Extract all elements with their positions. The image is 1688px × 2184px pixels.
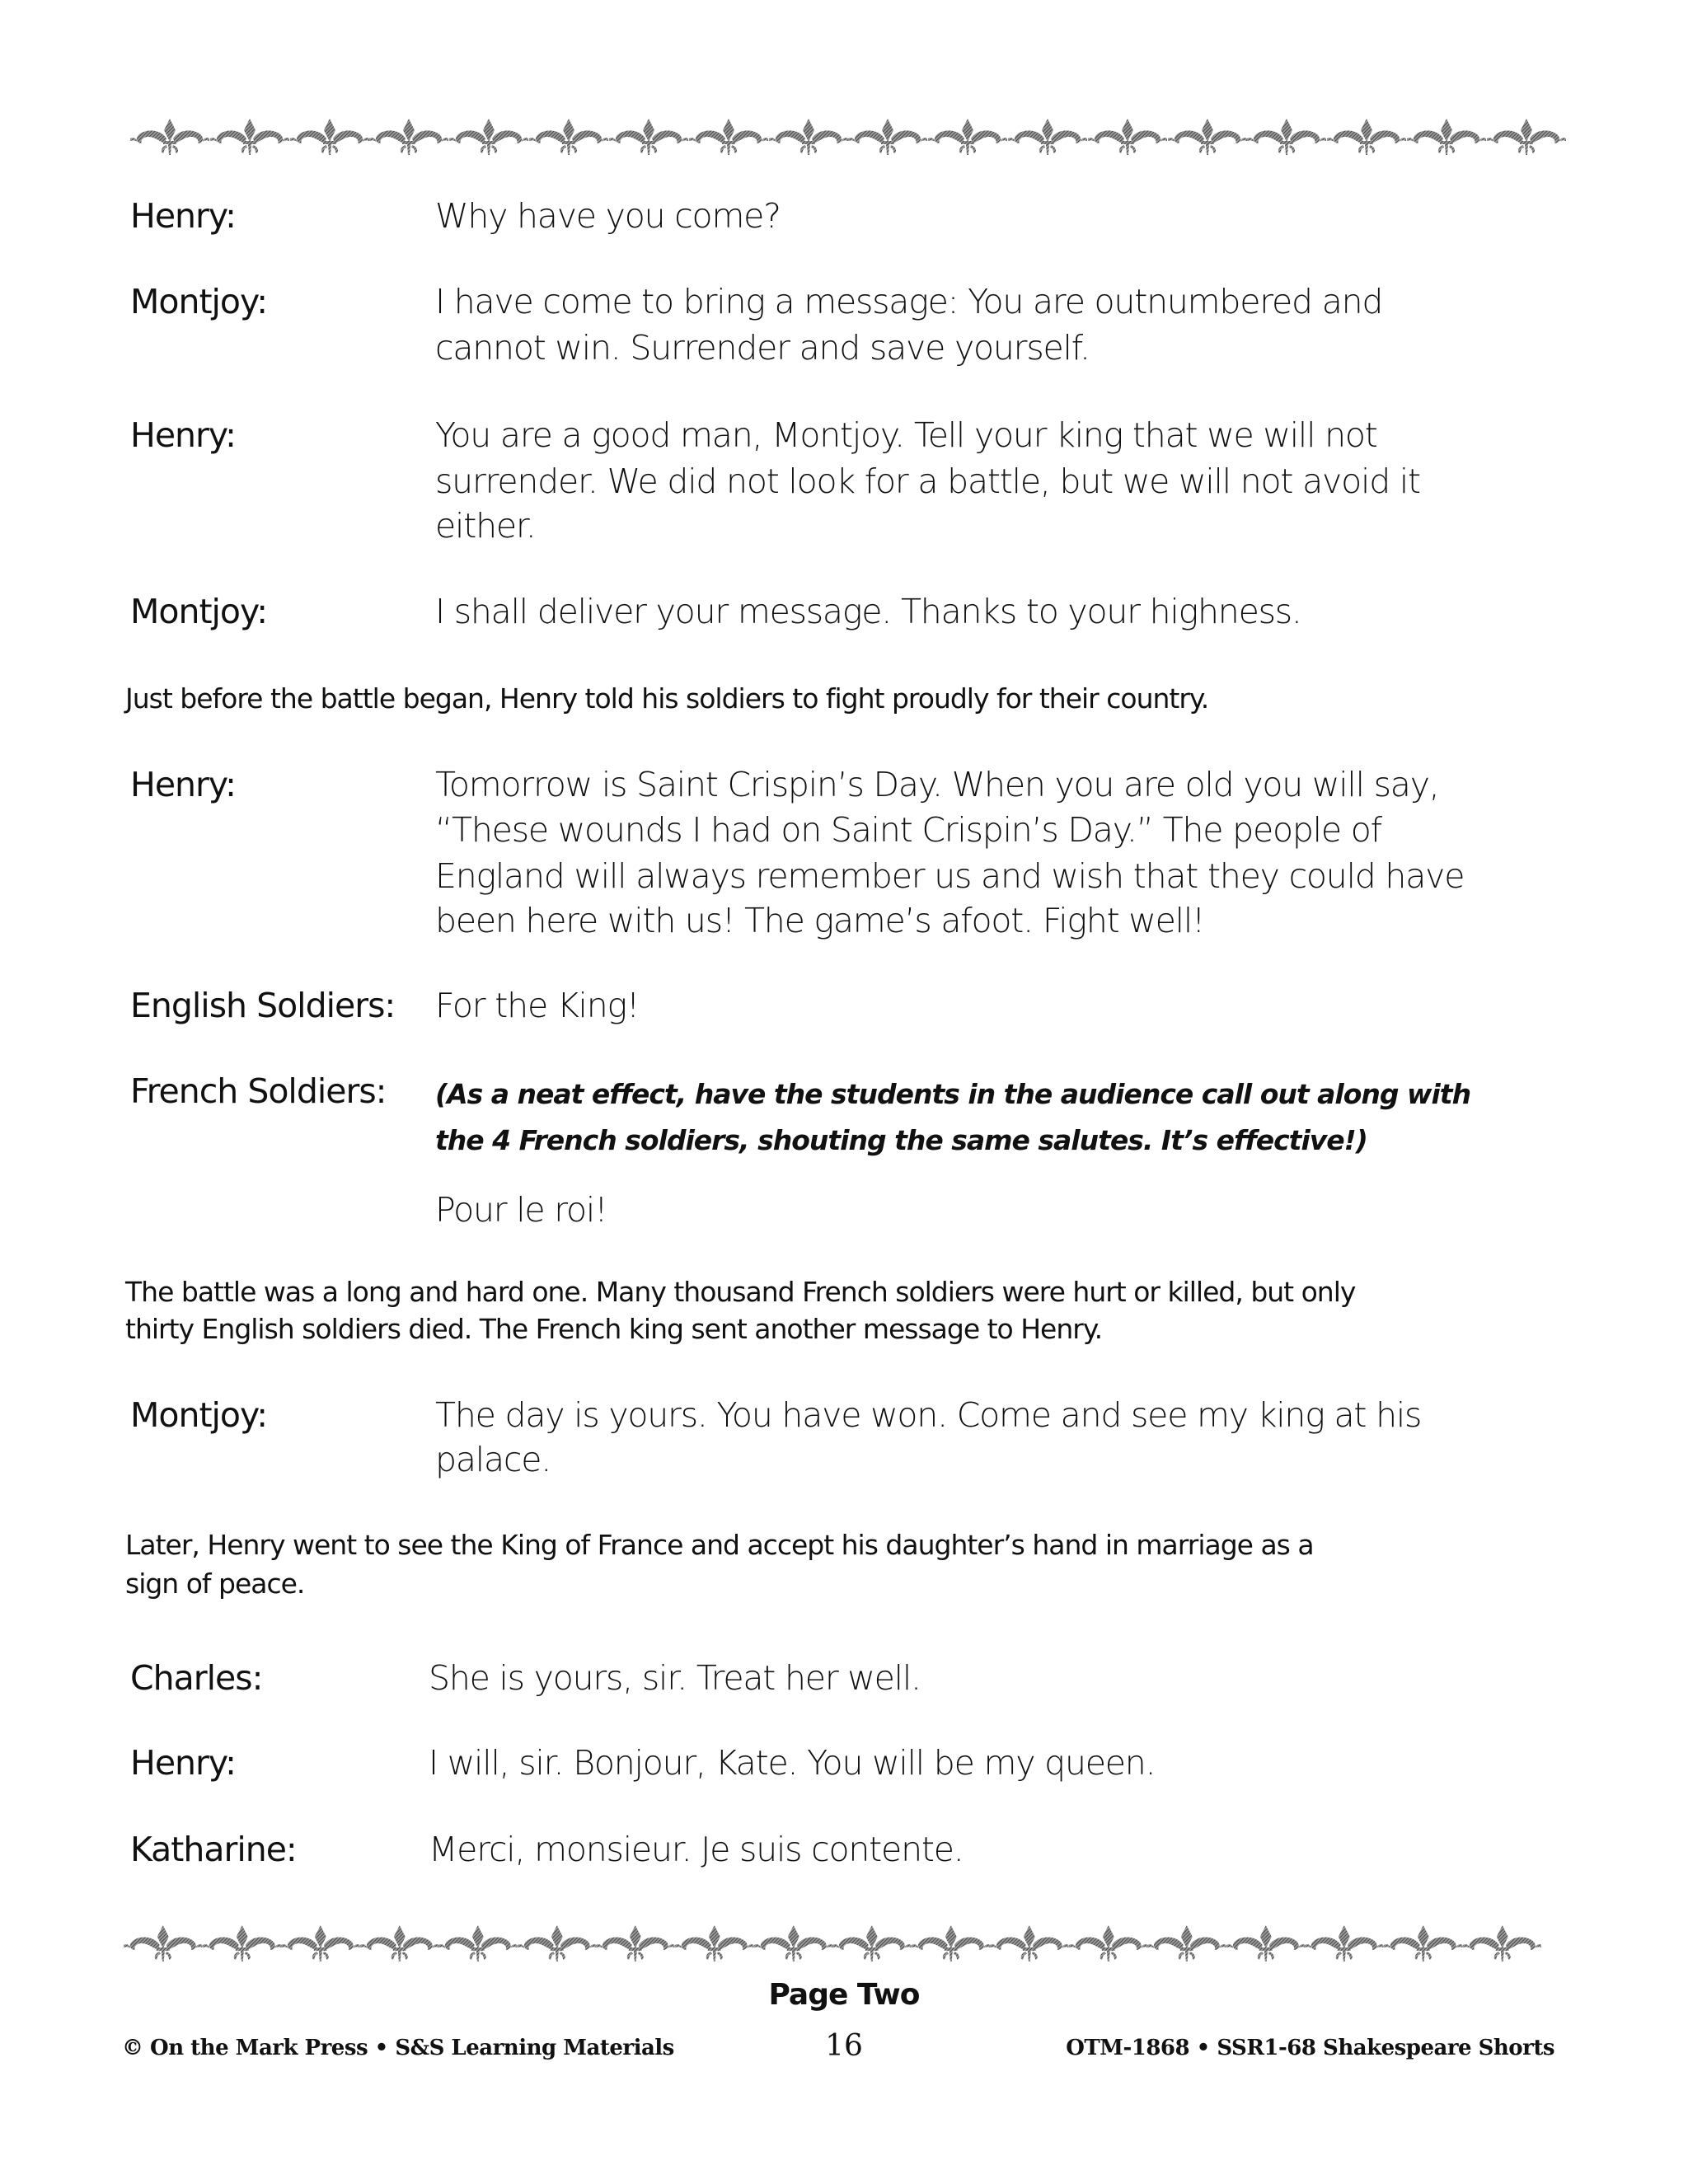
footer-copyright: © On the Mark Press • S&S Learning Materials [122, 2036, 674, 2060]
fleur-de-lis-icon [754, 1924, 833, 1963]
speaker-name: French Soldiers: [130, 1071, 387, 1111]
speaker-name: Henry: [130, 1743, 236, 1783]
narration: Later, Henry went to see the King of France and accept his daughter’s hand in marriage as a [125, 1529, 1314, 1561]
fleur-de-lis-icon [1088, 117, 1167, 157]
fleur-de-lis-icon [990, 1924, 1069, 1963]
fleur-de-lis-icon [1247, 117, 1326, 157]
fleur-de-lis-icon [928, 117, 1007, 157]
fleur-de-lis-icon [281, 1924, 360, 1963]
dialogue-line: palace. [435, 1440, 551, 1479]
fleur-de-lis-icon [130, 117, 209, 157]
dialogue-line: Tomorrow is Saint Crispin’s Day. When you are old you will say, [435, 765, 1439, 804]
fleur-de-lis-icon [769, 117, 848, 157]
dialogue-line: She is yours, sir. Treat her well. [429, 1658, 921, 1698]
speaker-name: Montjoy: [130, 282, 268, 321]
fleur-de-lis-icon [1384, 1924, 1463, 1963]
fleur-de-lis-icon [529, 117, 608, 157]
speaker-name: Charles: [130, 1658, 263, 1698]
dialogue-line: For the King! [435, 986, 640, 1025]
fleur-de-lis-icon [124, 1924, 203, 1963]
dialogue-line: Why have you come? [435, 196, 781, 236]
top-ornament-border [130, 117, 1566, 157]
speaker-name: Montjoy: [130, 1395, 268, 1435]
fleur-de-lis-icon [1147, 1924, 1226, 1963]
dialogue-line: Pour le roi! [435, 1190, 607, 1230]
speaker-name: Katharine: [130, 1830, 297, 1869]
fleur-de-lis-icon [832, 1924, 912, 1963]
dialogue-line: surrender. We did not look for a battle, but we will not avoid it [435, 462, 1420, 501]
speaker-name: Henry: [130, 415, 236, 455]
fleur-de-lis-icon [675, 1924, 754, 1963]
fleur-de-lis-icon [1226, 1924, 1306, 1963]
fleur-de-lis-icon [290, 117, 369, 157]
dialogue-line: been here with us! The game’s afoot. Fight well! [435, 901, 1205, 940]
narration: The battle was a long and hard one. Many thousand French soldiers were hurt or killed, but only [125, 1276, 1356, 1308]
fleur-de-lis-icon [360, 1924, 439, 1963]
fleur-de-lis-icon [1487, 117, 1566, 157]
fleur-de-lis-icon [518, 1924, 597, 1963]
dialogue-line: either. [435, 506, 536, 546]
dialogue-line: England will always remember us and wish that they could have [435, 856, 1465, 896]
stage-direction: the 4 French soldiers, shouting the same salutes. It’s effective!) [435, 1124, 1367, 1156]
speaker-name: Henry: [130, 196, 236, 236]
narration: Just before the battle began, Henry told his soldiers to fight proudly for their country. [125, 682, 1209, 715]
fleur-de-lis-icon [1168, 117, 1247, 157]
page-number: 16 [825, 2029, 863, 2063]
speaker-name: English Soldiers: [130, 986, 396, 1025]
dialogue-line: “These wounds I had on Saint Crispin’s Day.” The people of [435, 810, 1381, 850]
footer-product-code: OTM-1868 • SSR1-68 Shakespeare Shorts [1066, 2036, 1554, 2060]
fleur-de-lis-icon [609, 117, 688, 157]
fleur-de-lis-icon [848, 117, 927, 157]
dialogue-line: I shall deliver your message. Thanks to your highness. [435, 592, 1301, 631]
dialogue-line: cannot win. Surrender and save yourself. [435, 328, 1090, 368]
fleur-de-lis-icon [1305, 1924, 1384, 1963]
fleur-de-lis-icon [438, 1924, 518, 1963]
speaker-name: Henry: [130, 765, 236, 804]
fleur-de-lis-icon [1463, 1924, 1542, 1963]
page-label: Page Two [768, 1978, 920, 2012]
fleur-de-lis-icon [1327, 117, 1406, 157]
fleur-de-lis-icon [689, 117, 768, 157]
fleur-de-lis-icon [449, 117, 528, 157]
fleur-de-lis-icon [1069, 1924, 1148, 1963]
stage-direction: (As a neat effect, have the students in the audience call out along with [435, 1078, 1471, 1110]
bottom-ornament-border [124, 1924, 1541, 1963]
fleur-de-lis-icon [1008, 117, 1087, 157]
fleur-de-lis-icon [203, 1924, 282, 1963]
narration: sign of peace. [125, 1568, 305, 1600]
speaker-name: Montjoy: [130, 592, 268, 631]
fleur-de-lis-icon [596, 1924, 675, 1963]
dialogue-line: I will, sir. Bonjour, Kate. You will be my queen. [429, 1743, 1156, 1783]
dialogue-line: You are a good man, Montjoy. Tell your king that we will not [435, 415, 1377, 455]
dialogue-line: I have come to bring a message: You are outnumbered and [435, 282, 1383, 321]
fleur-de-lis-icon [912, 1924, 991, 1963]
narration: thirty English soldiers died. The French king sent another message to Henry. [125, 1313, 1103, 1345]
dialogue-line: The day is yours. You have won. Come and see my king at his [435, 1395, 1422, 1435]
dialogue-line: Merci, monsieur. Je suis contente. [429, 1830, 964, 1869]
fleur-de-lis-icon [369, 117, 448, 157]
fleur-de-lis-icon [1407, 117, 1486, 157]
fleur-de-lis-icon [210, 117, 289, 157]
